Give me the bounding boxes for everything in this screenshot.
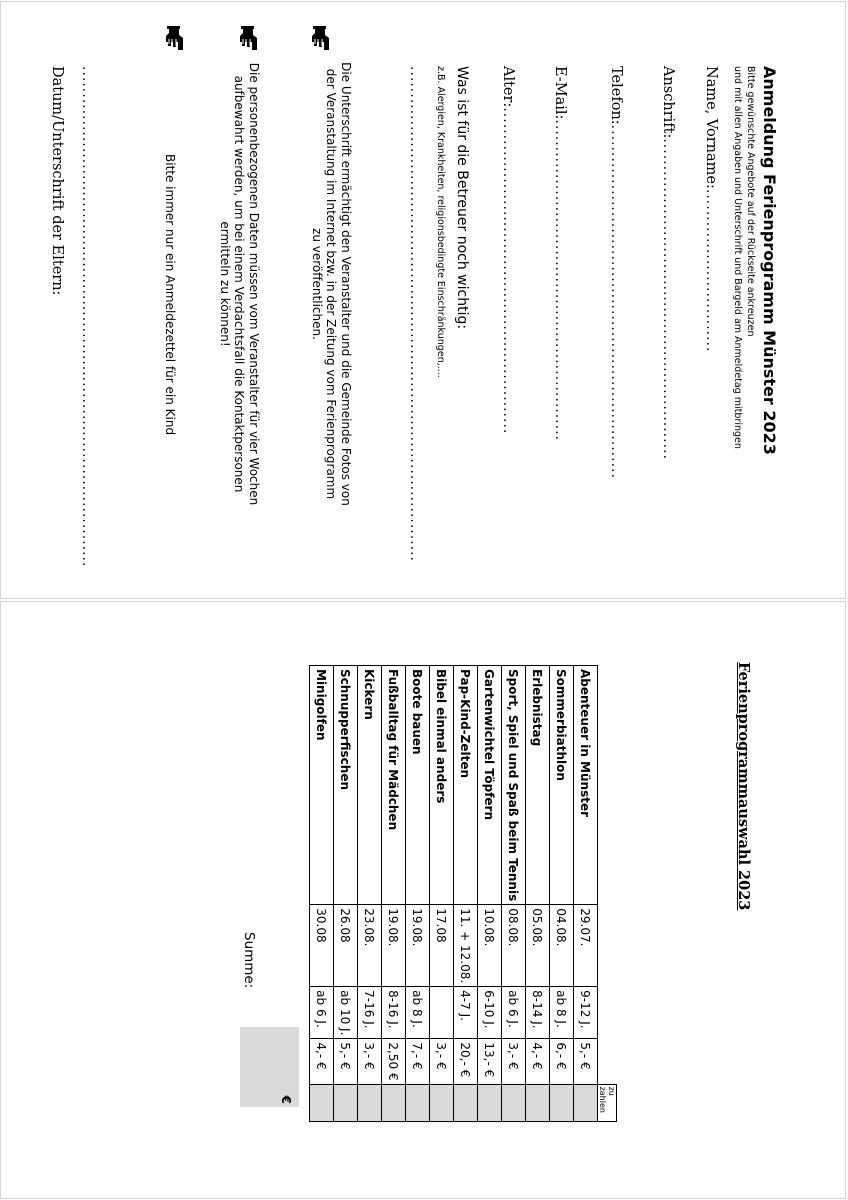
program-pay-checkbox[interactable] [310,1084,334,1121]
pointing-hand-icon [163,26,185,52]
program-age: 8-14 J. [526,987,550,1039]
program-age: ab 8 J. [550,987,574,1039]
program-price: 5,- € [574,1039,598,1084]
signature-dots[interactable]: ............................................................................................ [79,66,95,568]
address-label: Anschrift: [660,66,676,139]
program-date: 19.08. [406,905,430,987]
program-name: Fußballtag für Mädchen [382,666,406,905]
program-price: 3,- € [502,1039,526,1084]
program-price: 3,- € [358,1039,382,1084]
address-field[interactable] [660,66,679,460]
program-date: 10.08. [478,905,502,987]
program-date: 11. + 12.08. [454,905,478,987]
program-row [502,666,526,1122]
email-label: E-Mail: [552,66,568,120]
program-date: 08.08. [502,905,526,987]
program-date: 04.08. [550,905,574,987]
program-date: 17.08 [430,905,454,987]
name-field[interactable] [703,66,722,352]
phone-label: Telefon: [608,66,624,125]
program-row [526,666,550,1122]
address-dots: ........................................................... [660,138,676,460]
program-row [382,666,406,1122]
program-row [478,666,502,1122]
program-pay-checkbox[interactable] [334,1084,358,1121]
pay-header: zu zahlen [598,1084,617,1121]
caregiver-dots[interactable]: ........................................................................................... [407,66,423,562]
program-row [334,666,358,1122]
program-pay-checkbox[interactable] [382,1084,406,1121]
program-age: 7-16 J. [358,987,382,1039]
photo-consent: Die Unterschrift ermächtigt den Veranstalter und die Gemeinde Fotos von der Veranstaltung im Internet bzw. in der Zeitung vom Ferienprogramm zu veröffentlichen. [310,62,353,506]
email-field[interactable] [552,66,571,441]
form-subtitle-1: Bitte gewünschte Angebote auf der Rückseite ankreuzen [745,66,756,337]
program-name: Boote bauen [406,666,430,905]
age-field[interactable] [500,66,519,434]
signature-label: Datum/Unterschrift der Eltern: [49,66,65,296]
program-age [430,987,454,1039]
program-age: 4-7 J. [454,987,478,1039]
program-age: 6-10 J. [478,987,502,1039]
program-price: 7,- € [406,1039,430,1084]
program-price: 2,50 € [382,1039,406,1084]
program-pay-checkbox[interactable] [502,1084,526,1121]
selection-title: Ferienprogrammauswahl 2023 [735,662,752,911]
program-price: 5,- € [334,1039,358,1084]
program-name: Schnupperfischen [334,666,358,905]
program-name: Pap-Kind-Zelten [454,666,478,905]
program-pay-checkbox[interactable] [478,1084,502,1121]
caregiver-examples: z.B. Alergien, Krankheiten, religionsbedingte Einschränkungen,.... [435,66,446,378]
program-row [406,666,430,1122]
program-date: 05.08. [526,905,550,987]
program-age: ab 8 J. [406,987,430,1039]
program-row [550,666,574,1122]
program-pay-checkbox[interactable] [430,1084,454,1121]
program-name: Abenteuer in Münster [574,666,598,905]
pointing-hand-icon [309,26,331,52]
program-pay-checkbox[interactable] [574,1084,598,1121]
sum-box[interactable] [240,1027,299,1107]
selection-content [1,602,846,1199]
form-subtitle-2: und mit allen Angaben und Unterschrift und Bargeld am Anmeldetag mitbringen [732,66,743,449]
sum-label: Summe: [241,932,257,989]
selection-page [0,601,846,1199]
program-pay-checkbox[interactable] [526,1084,550,1121]
program-name: Bibel einmal anders [430,666,454,905]
program-date: 29.07. [574,905,598,987]
registration-content [1,2,846,599]
program-price: 6,- € [550,1039,574,1084]
program-row [454,666,478,1122]
program-rows [310,666,598,1122]
program-row [430,666,454,1122]
program-date: 26.08 [334,905,358,987]
age-label: Alter: [500,66,516,108]
program-pay-checkbox[interactable] [550,1084,574,1121]
phone-field[interactable] [608,66,627,479]
program-price: 20,- € [454,1039,478,1084]
program-name: Erlebnistag [526,666,550,905]
program-price: 3,- € [430,1039,454,1084]
program-name: Sommerbiathlon [550,666,574,905]
program-date: 30.08 [310,905,334,987]
program-row [358,666,382,1122]
program-pay-checkbox[interactable] [406,1084,430,1121]
program-name: Sport, Spiel und Spaß beim Tennis [502,666,526,905]
program-age: ab 6 J. [310,987,334,1039]
name-dots: .............................. [703,188,719,353]
program-price: 13,- € [478,1039,502,1084]
program-age: 9-12 J. [574,987,598,1039]
age-dots: ............................................................ [500,107,516,435]
program-age: ab 6 J. [502,987,526,1039]
name-label: Name, Vorname: [703,66,719,189]
program-pay-checkbox[interactable] [454,1084,478,1121]
program-name: Kickern [358,666,382,905]
currency-label: € [279,1095,293,1104]
data-notice: Die personenbezogenen Daten müssen vom Veranstalter für vier Wochen aufbewahrt werden, um bei einem Verdachtsfall die Kontaktpersonen ermitteln zu können! [218,62,261,506]
program-name: Gartenwichtel Töpfern [478,666,502,905]
program-table [309,665,617,1122]
program-row [310,666,334,1122]
program-price: 4,- € [310,1039,334,1084]
caregiver-heading: Was ist für die Betreuer noch wichtig: [454,66,470,330]
program-age: 8-16 J. [382,987,406,1039]
program-name: Minigolfen [310,666,334,905]
program-date: 19.08. [382,905,406,987]
program-pay-checkbox[interactable] [358,1084,382,1121]
registration-page [0,1,846,599]
program-row [574,666,598,1122]
one-per-child-note: Bitte immer nur ein Anmeldezettel für ein Kind [163,154,177,436]
program-age: ab 10 J. [334,987,358,1039]
form-title: Anmeldung Ferienprogramm Münster 2023 [760,66,779,455]
phone-dots: ................................................................. [608,124,624,479]
program-price: 4,- € [526,1039,550,1084]
email-dots: ........................................................... [552,119,568,441]
pointing-hand-icon [237,26,259,52]
program-date: 23.08. [358,905,382,987]
